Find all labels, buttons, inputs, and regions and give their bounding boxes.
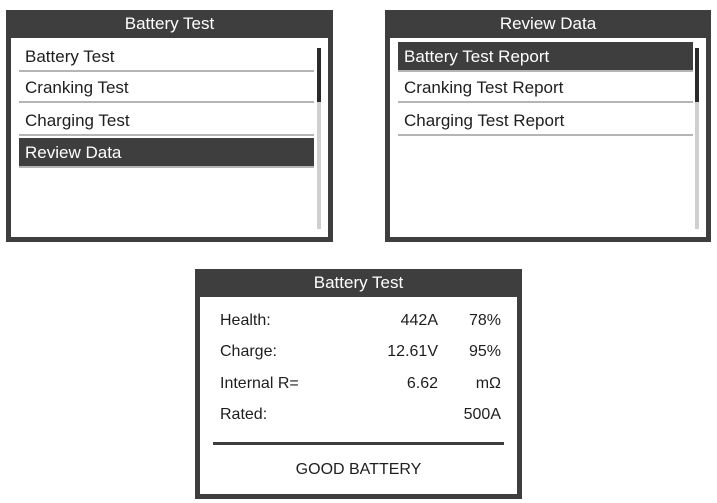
main-menu-screen [6,10,333,242]
screen-title: Battery Test [124,14,215,33]
battery-test-result-screen [195,269,522,499]
internal-resistance-unit: mΩ [475,375,501,392]
internal-resistance-row [220,370,501,398]
menu-item-charging-test[interactable]: Charging Test [19,106,314,136]
review-data-screen [385,10,711,242]
health-label: Health: [220,312,271,329]
menu-item-charging-test-report[interactable]: Charging Test Report [398,106,693,136]
internal-resistance-value: 6.62 [406,375,438,392]
divider [213,442,504,445]
charge-percent-value: 95% [468,343,501,360]
scrollbar[interactable] [317,48,321,229]
charge-row [220,338,501,366]
internal-resistance-label: Internal R= [220,375,299,392]
scroll-thumb[interactable] [695,48,699,102]
menu-list [11,38,328,237]
health-row [220,307,501,335]
screen-title: Review Data [499,14,597,33]
health-percent-value: 78% [468,312,501,329]
rated-value: 500A [463,406,501,423]
menu-item-battery-test[interactable]: Battery Test [19,42,314,72]
scroll-thumb[interactable] [317,48,321,102]
charge-label: Charge: [220,343,277,360]
menu-item-battery-test-report[interactable]: Battery Test Report [398,42,693,72]
battery-status: GOOD BATTERY [295,461,422,478]
menu-item-cranking-test[interactable]: Cranking Test [19,73,314,103]
menu-item-review-data[interactable]: Review Data [19,138,314,168]
charge-voltage-value: 12.61V [387,343,438,360]
menu-list [390,38,706,237]
result-panel [200,297,517,494]
menu-item-cranking-test-report[interactable]: Cranking Test Report [398,73,693,103]
rated-row [220,401,501,429]
screen-title: Battery Test [313,273,404,292]
scrollbar[interactable] [695,48,699,229]
rated-label: Rated: [220,406,268,423]
health-cca-value: 442A [400,312,438,329]
